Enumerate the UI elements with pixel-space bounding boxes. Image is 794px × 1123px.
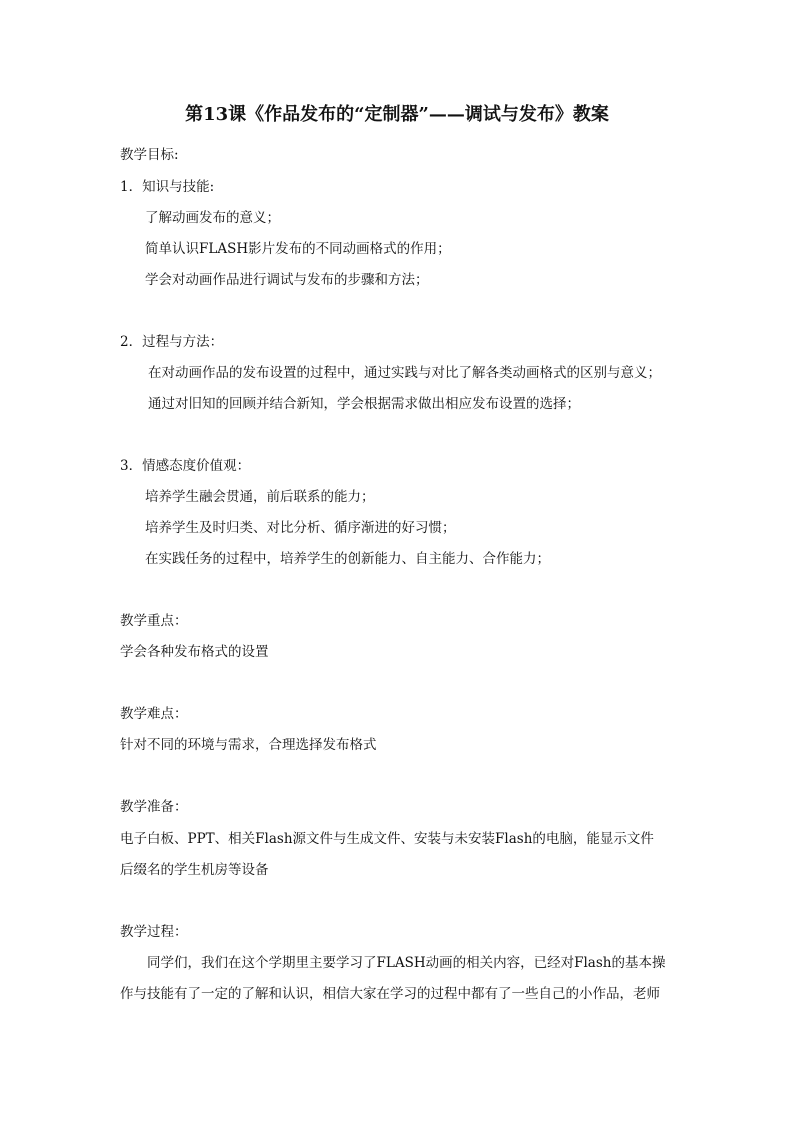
section-1-item: 了解动画发布的意义； xyxy=(145,210,280,226)
section-3-item: 培养学生融会贯通，前后联系的能力； xyxy=(145,489,375,505)
section-1-item: 学会对动画作品进行调试与发布的步骤和方法； xyxy=(145,272,429,288)
section-1-item: 简单认识FLASH影片发布的不同动画格式的作用； xyxy=(145,241,451,257)
key-points-text: 学会各种发布格式的设置 xyxy=(120,644,269,660)
preparation-heading: 教学准备： xyxy=(120,799,188,815)
process-heading: 教学过程： xyxy=(120,924,188,940)
section-2-item: 在对动画作品的发布设置的过程中，通过实践与对比了解各类动画格式的区别与意义； xyxy=(148,365,661,381)
difficulty-heading: 教学难点： xyxy=(120,706,188,722)
key-points-heading: 教学重点： xyxy=(120,613,188,629)
section-1-title: 1．知识与技能: xyxy=(120,179,215,195)
section-3-item: 在实践任务的过程中，培养学生的创新能力、自主能力、合作能力； xyxy=(145,551,550,567)
preparation-line: 后缀名的学生机房等设备 xyxy=(120,862,269,878)
difficulty-text: 针对不同的环境与需求，合理选择发布格式 xyxy=(120,737,377,753)
section-3-title: 3．情感态度价值观： xyxy=(120,458,251,474)
document-title: 第13课《作品发布的“定制器”——调试与发布》教案 xyxy=(185,104,609,125)
section-2-item: 通过对旧知的回顾并结合新知，学会根据需求做出相应发布设置的选择； xyxy=(148,396,580,412)
objectives-heading: 教学目标: xyxy=(120,147,179,163)
preparation-line: 电子白板、PPT、相关Flash源文件与生成文件、安装与未安装Flash的电脑，能显示文件 xyxy=(120,831,654,847)
process-paragraph-line: 作与技能有了一定的了解和认识，相信大家在学习的过程中都有了一些自己的小作品，老师 xyxy=(120,986,660,1002)
process-paragraph-line: 同学们，我们在这个学期里主要学习了FLASH动画的相关内容，已经对Flash的基本操 xyxy=(147,955,666,971)
section-3-item: 培养学生及时归类、对比分析、循序渐进的好习惯； xyxy=(145,520,456,536)
section-2-title: 2．过程与方法： xyxy=(120,334,224,350)
